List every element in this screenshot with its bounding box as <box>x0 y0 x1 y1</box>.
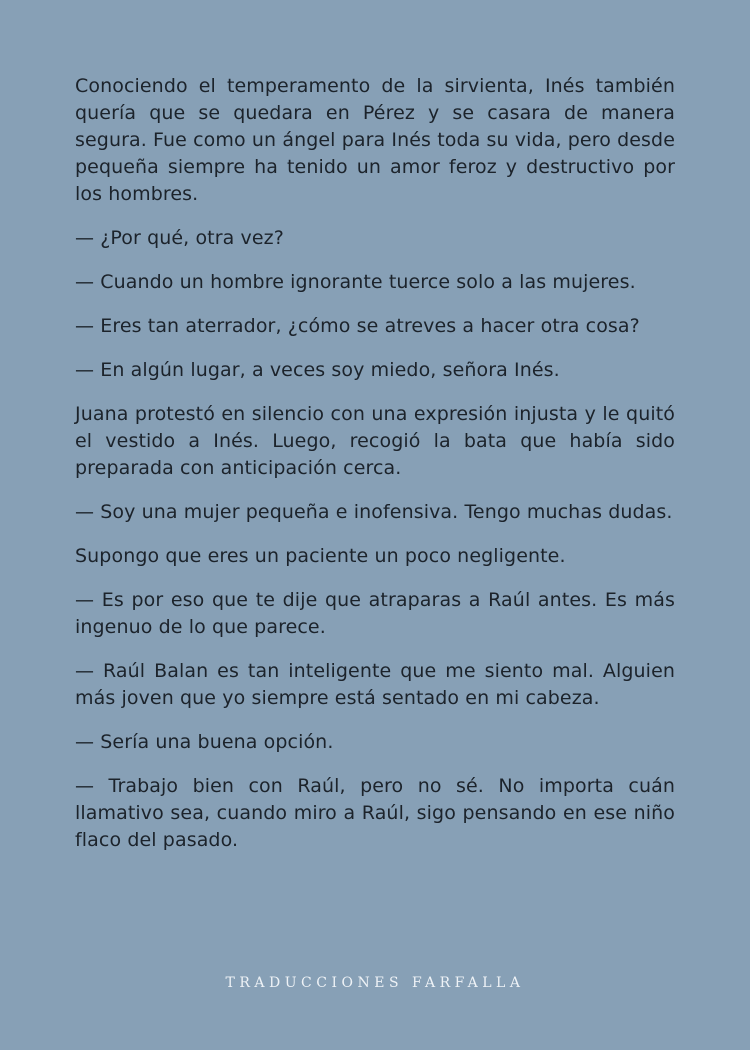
paragraph: — Trabajo bien con Raúl, pero no sé. No importa cuán llamativo sea, cuando miro a Raúl, sigo pensando en ese niño flaco del pasado. <box>75 775 675 851</box>
paragraph: — Sería una buena opción. <box>75 731 334 753</box>
paragraph: — Es por eso que te dije que atraparas a Raúl antes. Es más ingenuo de lo que parece. <box>75 589 675 638</box>
paragraph: Conociendo el temperamento de la sirvienta, Inés también quería que se quedara en Pérez y se casara de manera segura. Fue como un ángel para Inés toda su vida, pero desde pequeña siempre ha tenido un amor feroz y destructivo por los hombres. <box>75 75 675 205</box>
paragraph: — Raúl Balan es tan inteligente que me siento mal. Alguien más joven que yo siempre está sentado en mi cabeza. <box>75 660 675 709</box>
paragraph: — Soy una mujer pequeña e inofensiva. Tengo muchas dudas. <box>75 501 673 523</box>
footer-credit: TRADUCCIONES FARFALLA <box>225 975 525 991</box>
paragraph: — En algún lugar, a veces soy miedo, señora Inés. <box>75 359 560 381</box>
paragraph: Juana protestó en silencio con una expresión injusta y le quitó el vestido a Inés. Luego, recogió la bata que había sido preparada con anticipación cerca. <box>75 403 675 479</box>
paragraph: — ¿Por qué, otra vez? <box>75 227 284 249</box>
paragraph: — Cuando un hombre ignorante tuerce solo a las mujeres. <box>75 271 636 293</box>
paragraph: Supongo que eres un paciente un poco negligente. <box>75 545 566 567</box>
paragraph: — Eres tan aterrador, ¿cómo se atreves a hacer otra cosa? <box>75 315 640 337</box>
page-body <box>75 73 675 871</box>
